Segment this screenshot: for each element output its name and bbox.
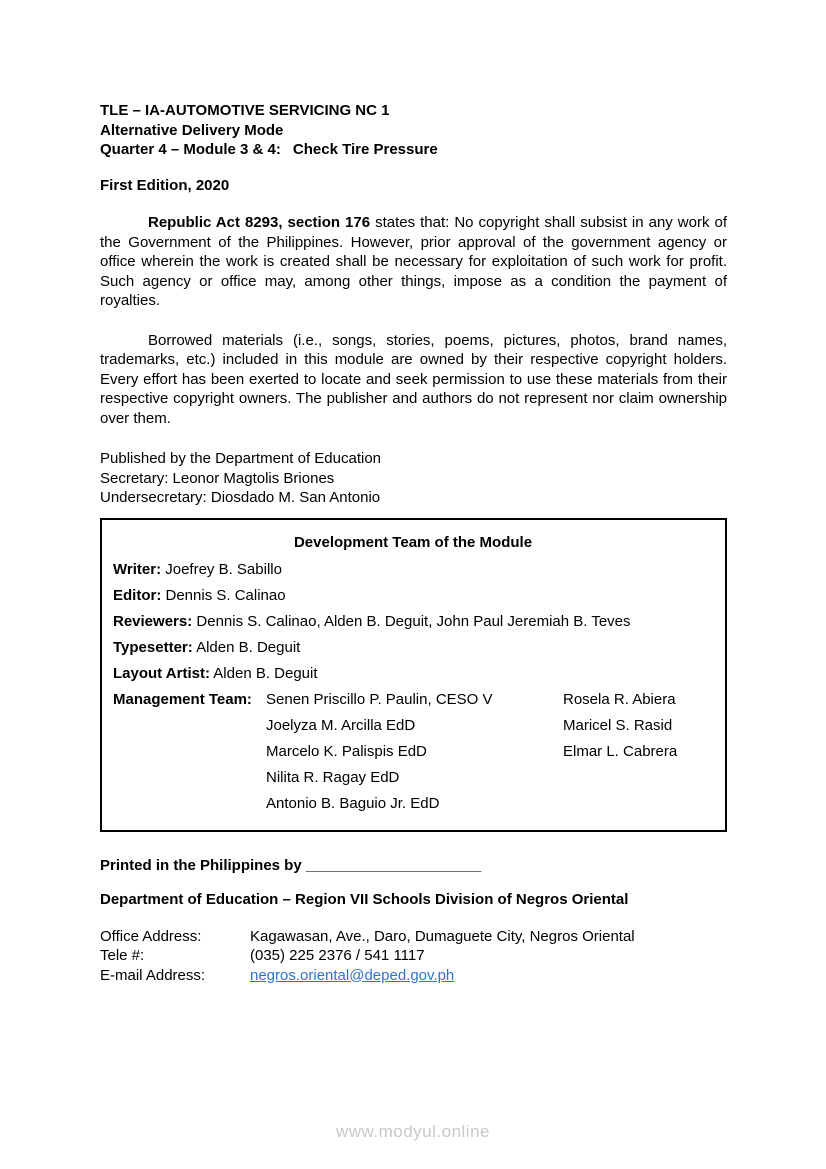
management-member: Antonio B. Baguio Jr. EdD: [266, 794, 440, 812]
management-label-spacer: [113, 742, 266, 762]
telephone-value: (035) 225 2376 / 541 1117: [250, 947, 425, 964]
copyright-paragraph-text: states that: No copyright shall subsist in any work of the Government of the Philippines. However, prior approval of the government agency or office wherein the work is created shall be necessary for exploitation of such work for profit. Such agency or office may, among other things, impose as a condition the payment of royalties.: [100, 214, 727, 309]
writer-row: [113, 560, 713, 580]
course-title: TLE – IA-AUTOMOTIVE SERVICING NC 1: [100, 102, 390, 119]
printed-in-philippines-line: [100, 856, 727, 876]
email-link[interactable]: negros.oriental@deped.gov.ph: [250, 966, 455, 984]
management-team-label: Management Team:: [113, 690, 252, 708]
layout-artist-row: [113, 664, 713, 684]
management-team-grid: [113, 690, 713, 814]
editor-row: [113, 586, 713, 606]
editor-label: Editor:: [113, 586, 162, 604]
management-label-spacer: [113, 768, 266, 788]
management-member: Senen Priscillo P. Paulin, CESO V: [266, 690, 493, 708]
module-title-line: [100, 140, 727, 160]
publisher-block: [100, 449, 727, 508]
printed-blank-line: _____________________: [305, 856, 482, 874]
division-title: Department of Education – Region VII Schools Division of Negros Oriental: [100, 891, 629, 908]
development-team-title: Development Team of the Module: [293, 533, 533, 551]
secretary-line: Secretary: Leonor Magtolis Briones: [100, 469, 335, 487]
management-member: [563, 768, 713, 788]
watermark-footer: www.modyul.online: [335, 1122, 490, 1141]
management-label-spacer: [113, 716, 266, 736]
management-member: Rosela R. Abiera: [563, 690, 676, 708]
module-number: Quarter 4 – Module 3 & 4:: [100, 141, 281, 158]
delivery-mode-line: Alternative Delivery Mode: [100, 121, 284, 139]
republic-act-reference: Republic Act 8293, section 176: [148, 214, 371, 231]
document-header: [100, 101, 727, 160]
borrowed-materials-paragraph: Borrowed materials (i.e., songs, stories, poems, pictures, photos, brand names, trademarks, etc.) included in this module are owned by their respective copyright holders. Every effort has been exerted to locate and seek permission to use these materials from their respective copyright owners. The publisher and authors do not represent nor claim ownership over them.: [100, 331, 727, 427]
undersecretary-line: Undersecretary: Diosdado M. San Antonio: [100, 489, 381, 506]
management-member: Nilita R. Ragay EdD: [266, 768, 400, 786]
management-label-spacer: [113, 794, 266, 814]
management-member: Joelyza M. Arcilla EdD: [266, 716, 416, 734]
edition-line: First Edition, 2020: [100, 176, 230, 194]
document-page-content: [100, 101, 727, 985]
telephone-label: Tele #:: [100, 947, 145, 964]
layout-artist-value: Alden B. Deguit: [213, 664, 318, 682]
contact-block: [100, 927, 727, 986]
module-subtitle: Check Tire Pressure: [292, 141, 438, 158]
editor-value: Dennis S. Calinao: [165, 586, 286, 604]
management-member: Maricel S. Rasid: [563, 716, 673, 734]
printed-label: Printed in the Philippines by: [100, 856, 306, 874]
development-team-box: [100, 518, 727, 832]
reviewers-value: Dennis S. Calinao, Alden B. Deguit, John Paul Jeremiah B. Teves: [196, 612, 631, 630]
office-address-label: Office Address:: [100, 927, 202, 945]
management-member: Marcelo K. Palispis EdD: [266, 742, 427, 760]
office-address-value: Kagawasan, Ave., Daro, Dumaguete City, Negros Oriental: [250, 927, 635, 945]
reviewers-row: [113, 612, 713, 632]
typesetter-label: Typesetter:: [113, 638, 193, 656]
management-member: Elmar L. Cabrera: [563, 742, 678, 760]
email-label: E-mail Address:: [100, 966, 206, 984]
copyright-paragraph: [100, 213, 727, 311]
reviewers-label: Reviewers:: [113, 612, 193, 630]
typesetter-row: [113, 638, 713, 658]
management-member: [563, 794, 713, 814]
layout-artist-label: Layout Artist:: [113, 664, 210, 682]
published-by-line: Published by the Department of Education: [100, 450, 382, 467]
writer-value: Joefrey B. Sabillo: [165, 560, 282, 578]
writer-label: Writer:: [113, 560, 162, 578]
typesetter-value: Alden B. Deguit: [196, 638, 301, 656]
